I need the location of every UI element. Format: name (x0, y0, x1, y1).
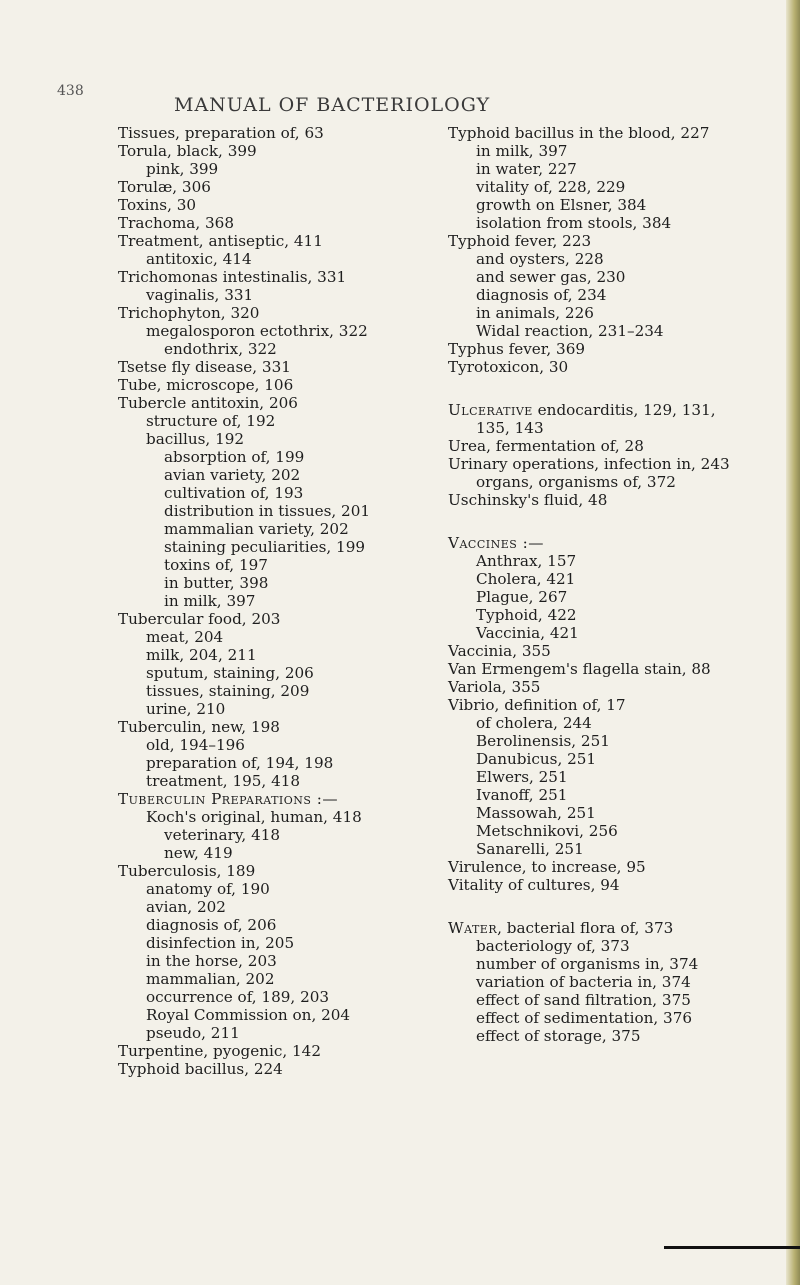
index-entry: Water, bacterial flora of, 373 (448, 919, 674, 937)
index-entry: Tube, microscope, 106 (118, 376, 294, 394)
index-subentry: and sewer gas, 230 (476, 268, 626, 286)
index-entry: Typhoid fever, 223 (448, 232, 592, 250)
index-subentry: absorption of, 199 (164, 448, 305, 466)
index-subentry: Elwers, 251 (476, 768, 568, 786)
index-subentry: pseudo, 211 (146, 1024, 240, 1042)
index-entry: Tubercular food, 203 (118, 610, 281, 628)
index-subentry: in animals, 226 (476, 304, 594, 322)
index-subentry: new, 419 (164, 844, 233, 862)
index-subentry: milk, 204, 211 (146, 646, 257, 664)
index-subentry: diagnosis of, 234 (476, 286, 607, 304)
index-subentry: of cholera, 244 (476, 714, 592, 732)
index-subentry: bacteriology of, 373 (476, 937, 630, 955)
index-entry: Ulcerative endocarditis, 129, 131, (448, 401, 716, 419)
index-subentry: effect of storage, 375 (476, 1027, 641, 1045)
section-gap (448, 894, 798, 919)
index-subentry: staining peculiarities, 199 (164, 538, 366, 556)
index-entry: Urinary operations, infection in, 243 (448, 455, 730, 473)
index-column-right (448, 124, 798, 1045)
index-subentry: Cholera, 421 (476, 570, 576, 588)
index-subentry: Vaccinia, 421 (476, 624, 579, 642)
index-entry: Turpentine, pyogenic, 142 (118, 1042, 321, 1060)
index-subentry: Widal reaction, 231–234 (476, 322, 664, 340)
index-entry: Torula, black, 399 (118, 142, 257, 160)
index-entry: Tubercle antitoxin, 206 (118, 394, 298, 412)
index-entry: Trachoma, 368 (118, 214, 234, 232)
index-subentry: organs, organisms of, 372 (476, 473, 676, 491)
page-number: 438 (57, 83, 84, 99)
index-entry: Van Ermengem's flagella stain, 88 (448, 660, 711, 678)
index-subentry: bacillus, 192 (146, 430, 245, 448)
index-subentry: Typhoid, 422 (476, 606, 577, 624)
index-entry: Variola, 355 (448, 678, 541, 696)
index-subentry: Berolinensis, 251 (476, 732, 610, 750)
index-subentry: cultivation of, 193 (164, 484, 304, 502)
index-subentry: vitality of, 228, 229 (476, 178, 626, 196)
index-entry: Typhoid bacillus, 224 (118, 1060, 283, 1078)
index-subentry: disinfection in, 205 (146, 934, 295, 952)
index-subentry: and oysters, 228 (476, 250, 604, 268)
index-subentry: Anthrax, 157 (476, 552, 577, 570)
index-subentry: toxins of, 197 (164, 556, 268, 574)
index-subentry: tissues, staining, 209 (146, 682, 310, 700)
index-column-left (118, 124, 458, 1078)
index-entry: Vaccinia, 355 (448, 642, 551, 660)
index-subentry: mammalian, 202 (146, 970, 275, 988)
page-edge-shadow (786, 0, 800, 1285)
index-entry: Torulæ, 306 (118, 178, 211, 196)
index-entry: Virulence, to increase, 95 (448, 858, 646, 876)
index-entry: Toxins, 30 (118, 196, 197, 214)
index-subentry: anatomy of, 190 (146, 880, 270, 898)
index-entry: Tissues, preparation of, 63 (118, 124, 324, 142)
index-entry: Tuberculosis, 189 (118, 862, 256, 880)
index-subentry: avian variety, 202 (164, 466, 301, 484)
index-subentry: 135, 143 (476, 419, 544, 437)
index-subentry: variation of bacteria in, 374 (476, 973, 691, 991)
index-subentry: Danubicus, 251 (476, 750, 597, 768)
index-subentry: Plague, 267 (476, 588, 568, 606)
index-subentry: endothrix, 322 (164, 340, 277, 358)
index-entry: Typhoid bacillus in the blood, 227 (448, 124, 710, 142)
index-subentry: in butter, 398 (164, 574, 269, 592)
index-entry: Vaccines :— (448, 534, 544, 552)
index-entry: Vibrio, definition of, 17 (448, 696, 626, 714)
index-subentry: effect of sand filtration, 375 (476, 991, 691, 1009)
index-subentry: treatment, 195, 418 (146, 772, 301, 790)
index-subentry: old, 194–196 (146, 736, 245, 754)
index-entry: Typhus fever, 369 (448, 340, 586, 358)
index-subentry: preparation of, 194, 198 (146, 754, 334, 772)
index-subentry: Massowah, 251 (476, 804, 596, 822)
index-subentry: diagnosis of, 206 (146, 916, 277, 934)
index-subentry: avian, 202 (146, 898, 226, 916)
index-subentry: Royal Commission on, 204 (146, 1006, 351, 1024)
index-entry: Tuberculin, new, 198 (118, 718, 280, 736)
index-entry: Urea, fermentation of, 28 (448, 437, 644, 455)
index-subentry: growth on Elsner, 384 (476, 196, 647, 214)
running-title: MANUAL OF BACTERIOLOGY (174, 94, 491, 116)
index-subentry: vaginalis, 331 (146, 286, 254, 304)
index-subentry: sputum, staining, 206 (146, 664, 314, 682)
index-subentry: isolation from stools, 384 (476, 214, 672, 232)
index-subentry: occurrence of, 189, 203 (146, 988, 330, 1006)
index-subentry: in the horse, 203 (146, 952, 277, 970)
index-entry: Treatment, antiseptic, 411 (118, 232, 323, 250)
index-subentry: distribution in tissues, 201 (164, 502, 371, 520)
index-entry: Tyrotoxicon, 30 (448, 358, 569, 376)
page-rule (664, 1246, 800, 1249)
index-subentry: antitoxic, 414 (146, 250, 252, 268)
index-subentry: number of organisms in, 374 (476, 955, 699, 973)
index-subentry: urine, 210 (146, 700, 226, 718)
index-subentry: Sanarelli, 251 (476, 840, 584, 858)
index-subentry: in water, 227 (476, 160, 577, 178)
index-subentry: in milk, 397 (476, 142, 568, 160)
index-subentry: meat, 204 (146, 628, 224, 646)
index-entry: Vitality of cultures, 94 (448, 876, 620, 894)
index-entry: Tsetse fly disease, 331 (118, 358, 291, 376)
index-subentry: Koch's original, human, 418 (146, 808, 362, 826)
index-subentry: structure of, 192 (146, 412, 276, 430)
index-entry: Uschinsky's fluid, 48 (448, 491, 608, 509)
index-subentry: mammalian variety, 202 (164, 520, 349, 538)
section-gap (448, 509, 798, 534)
index-entry: Trichomonas intestinalis, 331 (118, 268, 347, 286)
index-entry: Trichophyton, 320 (118, 304, 260, 322)
section-gap (448, 376, 798, 401)
index-subentry: pink, 399 (146, 160, 219, 178)
index-subentry: Metschnikovi, 256 (476, 822, 618, 840)
index-entry: Tuberculin Preparations :— (118, 790, 339, 808)
index-subentry: in milk, 397 (164, 592, 256, 610)
index-subentry: effect of sedimentation, 376 (476, 1009, 693, 1027)
index-subentry: Ivanoff, 251 (476, 786, 568, 804)
index-subentry: veterinary, 418 (164, 826, 281, 844)
index-subentry: megalosporon ectothrix, 322 (146, 322, 368, 340)
